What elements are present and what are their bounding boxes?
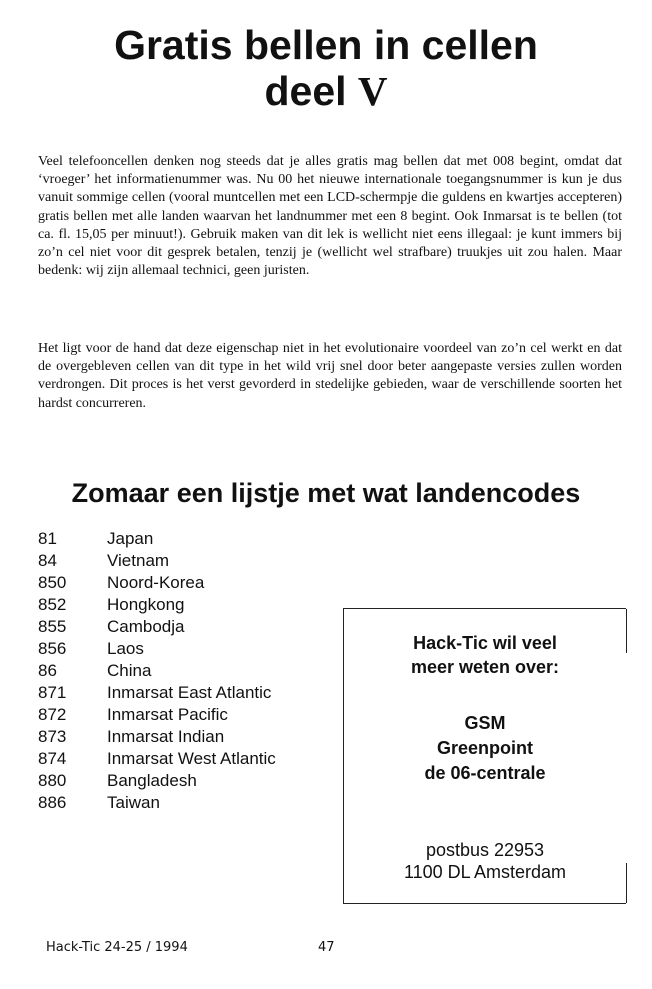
- country-code-list: [38, 528, 276, 814]
- list-item: [38, 550, 276, 572]
- country-code: 874: [38, 749, 67, 768]
- topic-greenpoint: Greenpoint: [436, 738, 533, 758]
- country-name: China: [107, 661, 152, 680]
- country-name: Japan: [107, 529, 154, 548]
- country-name: Inmarsat West Atlantic: [107, 749, 276, 768]
- address-line-2: 1100 DL Amsterdam: [403, 862, 567, 882]
- country-code: 86: [38, 661, 57, 680]
- country-codes-heading: Zomaar een lijstje met wat landencodes: [71, 478, 581, 508]
- country-code: 856: [38, 639, 67, 658]
- title-word-deel: deel: [264, 68, 347, 114]
- address-line-1: postbus 22953: [425, 840, 545, 860]
- country-name: Cambodja: [107, 617, 185, 636]
- country-name: Inmarsat Indian: [107, 727, 225, 746]
- title-roman-numeral: V: [357, 68, 388, 114]
- country-code: 852: [38, 595, 67, 614]
- intro-paragraph: Veel telefooncellen denken nog steeds dat je alles gratis mag bellen dat met 008 begint, omdat dat ‘vroeger’ het informatienummer was. Nu 00 het nieuwe internationale toegangsnummer is kun je dus vanuit sommige cellen (vooral muntcellen met een LCD-schermpje die guldens en kwartjes accepteren) gratis bellen met alle landen waarvan het landnummer met een 8 begint. Ook Inmarsat is te bellen (tot ca. fl. 15,05 per minuut!). Gebruik maken van dit lek is wellicht niet eens illegaal: je kunt immers bij zo’n cel niet voor dit gesprek betalen, tenzij je (wellicht wel strafbare) truukjes uit zou halen. Maar bedenk: wij zijn allemaal technici, geen juristen.: [38, 154, 622, 279]
- country-code: 880: [38, 771, 67, 790]
- country-name: Laos: [107, 639, 144, 658]
- topic-gsm: GSM: [464, 713, 506, 733]
- list-item: [38, 726, 276, 748]
- list-item: [38, 594, 276, 616]
- country-name: Inmarsat East Atlantic: [107, 683, 272, 702]
- box-topics: [344, 711, 626, 786]
- country-code: 871: [38, 683, 67, 702]
- list-item: [38, 704, 276, 726]
- country-code: 81: [38, 529, 57, 548]
- postal-address: [344, 839, 626, 883]
- country-name: Bangladesh: [107, 771, 197, 790]
- list-item: [38, 528, 276, 550]
- list-item: [38, 616, 276, 638]
- country-code: 84: [38, 551, 57, 570]
- list-item: [38, 572, 276, 594]
- box-heading: [344, 631, 626, 679]
- country-code: 850: [38, 573, 67, 592]
- country-name: Hongkong: [107, 595, 185, 614]
- info-box: [343, 608, 626, 904]
- title-line-1: Gratis bellen in cellen: [114, 22, 538, 68]
- list-item: [38, 770, 276, 792]
- box-heading-line-2: meer weten over:: [410, 657, 560, 677]
- footer-publication: Hack-Tic 24-25 / 1994: [46, 940, 188, 955]
- evolution-paragraph: Het ligt voor de hand dat deze eigenschap niet in het evolutionaire voordeel van zo’n cel werkt en dat de overgebleven cellen van dit type in het wild vrij snel door beter aangepaste versies zullen worden verdrongen. Dit proces is het verst gevorderd in stedelijke gebieden, waar de verschillende soorten het hardst concurreren.: [38, 341, 622, 411]
- article-title: [0, 22, 652, 114]
- page-number: 47: [318, 940, 335, 955]
- country-name: Vietnam: [107, 551, 170, 570]
- country-code: 873: [38, 727, 67, 746]
- topic-06-centrale: de 06-centrale: [424, 763, 546, 783]
- list-item: [38, 660, 276, 682]
- title-line-2: [0, 68, 652, 114]
- list-item: [38, 638, 276, 660]
- country-code: 855: [38, 617, 67, 636]
- box-heading-line-1: Hack-Tic wil veel: [413, 633, 557, 653]
- box-right-edge-bottom: [626, 863, 627, 903]
- country-code: 872: [38, 705, 67, 724]
- list-item: [38, 792, 276, 814]
- country-code: 886: [38, 793, 67, 812]
- list-item: [38, 748, 276, 770]
- box-right-edge-top: [626, 609, 627, 653]
- country-name: Taiwan: [107, 793, 160, 812]
- country-name: Noord-Korea: [107, 573, 205, 592]
- list-item: [38, 682, 276, 704]
- country-name: Inmarsat Pacific: [107, 705, 228, 724]
